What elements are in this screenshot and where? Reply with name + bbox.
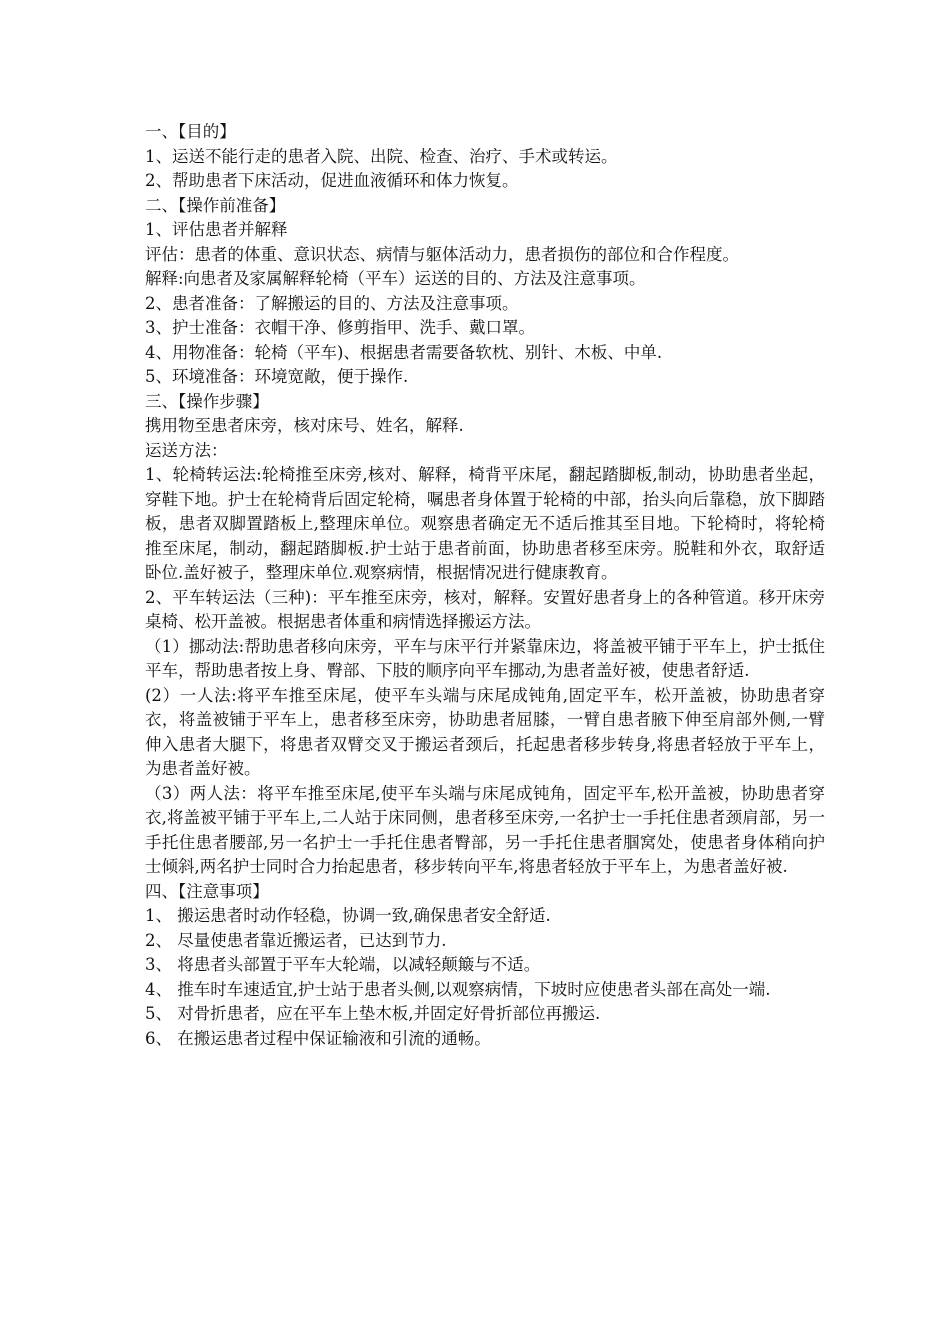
purpose-item-2: 2、帮助患者下床活动，促进血液循环和体力恢复。 (145, 171, 519, 190)
note-item-1: 1、 搬运患者时动作轻稳，协调一致,确保患者安全舒适. (145, 906, 551, 925)
steps-stretcher: 2、平车转运法（三种)：平车推至床旁，核对，解释。安置好患者身上的各种管道。移开床旁桌椅、松开盖被。根据患者体重和病情选择搬运方法。 (145, 587, 825, 631)
steps-wheelchair: 1、轮椅转运法:轮椅推至床旁,核对、解释，椅背平床尾，翻起踏脚板,制动，协助患者坐起，穿鞋下地。护士在轮椅背后固定轮椅，嘱患者身体置于轮椅的中部，抬头向后靠稳，放下脚踏板，患者双脚置踏板上,整理床单位。观察患者确定无不适后推其至目地。下轮椅时，将轮椅推至床尾，制动，翻起踏脚板.护士站于患者前面，协助患者移至床旁。脱鞋和外衣，取舒适卧位.盖好被子，整理床单位.观察病情，根据情况进行健康教育。 (145, 465, 825, 582)
prep-item-1: 1、评估患者并解释 (145, 220, 288, 239)
heading-notes: 四、【注意事项】 (145, 881, 269, 901)
note-item-6: 6、 在搬运患者过程中保证输液和引流的通畅。 (145, 1028, 491, 1048)
prep-item-2: 2、患者准备：了解搬运的目的、方法及注意事项。 (145, 293, 519, 313)
note-item-3: 3、 将患者头部置于平车大轮端，以减轻颠簸与不适。 (145, 955, 541, 974)
steps-method-move: （1）挪动法:帮助患者移向床旁，平车与床平行并紧靠床边，将盖被平铺于平车上，护士抵住平车，帮助患者按上身、臀部、下肢的顺序向平车挪动,为患者盖好被，使患者舒适. (145, 636, 825, 680)
prep-assessment: 评估：患者的体重、意识状态、病情与躯体活动力，患者损伤的部位和合作程度。 (145, 244, 739, 264)
prep-item-3: 3、护士准备：衣帽干净、修剪指甲、洗手、戴口罩。 (145, 318, 535, 337)
prep-item-5: 5、环境准备：环境宽敞，便于操作. (145, 367, 409, 386)
purpose-item-1: 1、运送不能行走的患者入院、出院、检查、治疗、手术或转运。 (145, 146, 618, 166)
note-item-2: 2、 尽量使患者靠近搬运者，已达到节力. (145, 930, 447, 950)
steps-method-one-person: (2）一人法:将平车推至床尾，使平车头端与床尾成钝角,固定平车，松开盖被，协助患者穿衣，将盖被铺于平车上，患者移至床旁，协助患者屈膝，一臂自患者腋下伸至肩部外侧,一臂伸入患者大腿下，将患者双臂交叉于搬运者颈后，托起患者移步转身,将患者轻放于平车上，为患者盖好被。 (145, 685, 825, 778)
document-body (145, 120, 825, 1051)
heading-purpose: 一、【目的】 (145, 122, 236, 141)
prep-item-4: 4、用物准备：轮椅（平车)、根据患者需要备软枕、别针、木板、中单. (145, 342, 663, 362)
heading-preparation: 二、【操作前准备】 (145, 195, 286, 215)
note-item-5: 5、 对骨折患者，应在平车上垫木板,并固定好骨折部位再搬运. (145, 1004, 601, 1023)
steps-intro: 携用物至患者床旁，核对床号、姓名，解释. (145, 416, 464, 435)
steps-method-two-person: （3）两人法：将平车推至床尾,使平车头端与床尾成钝角，固定平车,松开盖被，协助患者穿衣,将盖被平铺于平车上,二人站于床同侧，患者移至床旁,一名护士一手托住患者颈肩部，另一手托住患者腰部,另一名护士一手托住患者臀部，另一手托住患者腘窝处，使患者身体稍向护士倾斜,两名护士同时合力抬起患者，移步转向平车,将患者轻放于平车上，为患者盖好被. (145, 783, 825, 876)
note-item-4: 4、 推车时车速适宜,护士站于患者头侧,以观察病情，下坡时应使患者头部在高处一端. (145, 979, 771, 999)
steps-methods-label: 运送方法： (145, 440, 228, 460)
heading-steps: 三、【操作步骤】 (145, 391, 269, 411)
prep-explanation: 解释:向患者及家属解释轮椅（平车）运送的目的、方法及注意事项。 (145, 269, 646, 288)
